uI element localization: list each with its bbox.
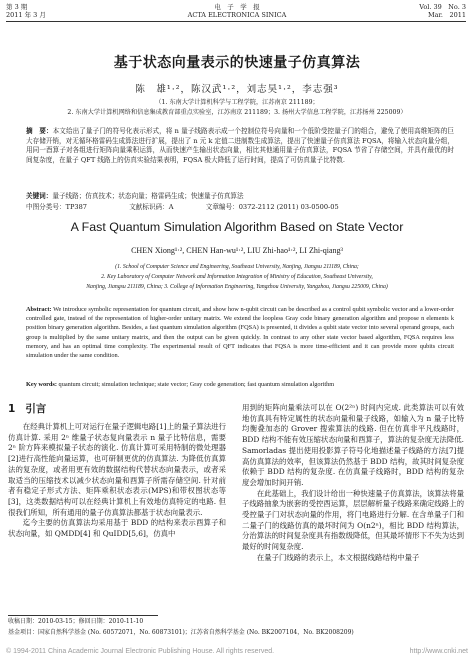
abstract-cn xyxy=(26,127,454,165)
keywords-cn-text: 量子线路；仿真技术；状态向量；格雷码生成；快速量子仿真算法 xyxy=(52,192,244,200)
affiliation-cn-1: （1. 东南大学计算机科学与工程学院，江苏南京 211189； xyxy=(155,99,319,106)
section-number: 1 xyxy=(8,403,16,415)
copyright-text: © 1994-2011 China Academic Journal Electronic Publishing House. All rights reserved. xyxy=(6,648,275,655)
abstract-en xyxy=(26,305,454,360)
footnote-received: 收稿日期：2010-03-15；修回日期：2010-11-10 xyxy=(8,618,144,625)
footnote-rule xyxy=(8,615,158,616)
cnki-link[interactable]: http://www.cnki.net xyxy=(409,648,468,655)
abstract-en-label: Abstract: xyxy=(26,306,52,313)
right-paragraph-1: 用到的矩阵向量乘法可以在 O(2²ⁿ) 时间内完成. 此类算法可以有效地仿真具有特定属性的状态向量和量子线路，如输入为 n 量子比特均衡叠加态的 Grover 搜索算法的线路. 但在仿真非平凡线路时，BDD 结构不能有效压缩状态向量和酉算子，算法的复杂度无法降低. Samorladas 提出使用投影算子符号化地描述量子线路的方法[7]提高仿真算法的效率，但该算法仍然基于 BDD 结构，故其时间复杂度依赖于 BDD 结构的复杂度. 在仿真量子线路时，BDD 结构的复杂度会增加时间开销. xyxy=(242,403,464,487)
header-volume-text: Vol. 39 No. 3 xyxy=(419,3,466,11)
clc-label: 中图分类号： xyxy=(26,203,66,211)
section-title: 引言 xyxy=(25,403,47,415)
keywords-cn xyxy=(26,192,454,201)
left-column xyxy=(8,422,226,540)
article-no-label: 文章编号： xyxy=(205,203,239,211)
abstract-cn-text: 本文给出了量子门的符号化表示形式，将 n 量子线路表示成一个控制位符号向量和一个低阶受控量子门的组合，避免了使用高维矩阵的巨大存储开销，对无循环格雷码生成算法进行扩展，提出了 n 元 k 定值二进制数生成算法，提出了快速量子仿真算法 FQSA，将输入状态向量分组，用同一酉算子对各组进行矩阵向量乘积运算，从而快速产生输出状态向量，相比其他通用量子仿真算法，FQSA 节省了存储空间，并具有最优的时间复杂度，在量子 QFT 线路上的仿真实验结果表明，FQSA 极大降低了运行时间，提高了可仿真量子比特数. xyxy=(26,127,455,164)
keywords-en xyxy=(26,380,454,389)
header-date-en: Mar. 2011 xyxy=(427,11,466,19)
header-journal-cn: 电 子 学 报 xyxy=(214,3,260,11)
affiliation-cn-2: 2. 东南大学计算机网络和信息集成教育部重点实验室，江苏南京 211189；3. 扬州大学信息工程学院，江苏扬州 225009） xyxy=(67,109,407,116)
header-journal xyxy=(0,3,474,19)
affiliation-en-1: (1. School of Computer Science and Engineering, Southeast University, Nanjing, Jiangsu 211189, China; xyxy=(115,264,359,270)
title-en: A Fast Quantum Simulation Algorithm Based on State Vector xyxy=(70,220,404,234)
doc-code-label: 文献标识码： xyxy=(129,203,169,211)
section-heading xyxy=(8,401,46,416)
header-date-cn: 2011 年 3 月 xyxy=(6,11,46,19)
copyright-watermark xyxy=(6,648,468,655)
doc-code-value: A xyxy=(168,203,174,211)
header-rule xyxy=(6,21,466,22)
header-volume xyxy=(419,3,466,19)
affiliation-en-2: 2. Key Laboratory of Computer Network and Information Integration of Ministry of Education, Southeast University, xyxy=(101,274,373,280)
affiliation-en-3: Nanjing, Jiangsu 211189, China; 3. College of Information Engineering, Yangzhou University, Yangzhou, Jiangsu 225009, China) xyxy=(86,284,388,290)
keywords-cn-label: 关键词： xyxy=(26,192,53,200)
right-column xyxy=(242,403,464,564)
keywords-en-text: quantum circuit; simulation technique; state vector; Gray code generation; fast quantum simulation algorithm xyxy=(58,381,335,388)
abstract-en-text: We introduce symbolic representation for quantum circuit, and show how n-qubit circuit can be described as a control qubit symbolic vector and a lower-order controlled gate, instead of the representation of higher-order unitary matrix. We extend the loopless Gray code binary generation algorithm and propose n elements k position binary generation algorithm. Besides, a fast quantum simulation algorithm (FQSA) is presented, it divides a qubit state vector into several operand groups, each group is multiplied by the same unitary matrix, and then the output can be given quickly. In contrast to any other state vector based algorithm, FQSA requires less memory, and has an optimal time complexity. The experimental result of QFT indicates that FQSA is more time-efficient and it can provide more qubits circuit simulation under the same condition. xyxy=(26,306,454,360)
left-paragraph-2: 迄今主要的仿真算法均采用基于 BDD 的结构来表示酉算子和状态向量，如 QMDD[4] 和 QuIDD[5,6]，仿真中 xyxy=(8,518,226,539)
right-paragraph-2: 在此基础上，我们设计给出一种快速量子仿真算法，该算法将量子线路抽象为嵌套的受控酉运算，层层解析量子线路来确定线路上的受控量子门对状态向量的作用，将门电路进行分解. 在含单量子门和二量子门的线路仿真的最坏时间为 O(n2ⁿ)，相比 BDD 结构算法，分治算法的时间复杂度具有指数级降低，但其最坏情形下不失为达到最好的时间复杂度. xyxy=(242,488,464,552)
keywords-en-label: Key words: xyxy=(26,381,57,388)
authors-cn: 陈 雄¹·²，陈汉武¹·²，刘志昊¹·²，李志强³ xyxy=(135,84,339,95)
classification-cn xyxy=(26,203,454,212)
article-no-value: 0372-2112 (2011) 03-0500-05 xyxy=(238,203,339,211)
left-paragraph-1: 在经典计算机上可对运行在量子逻辑电路[1]上的量子算法进行仿真计算. 采用 2ⁿ 维量子状态复向量表示 n 量子比特信息，需要 2ⁿ 阶方阵来模拟量子状态的演化. 仿真计算可采用特制的微处理器[2]进行高性能向量运算，也可研制更优的仿真算法. 为降低仿真算法的复杂度，或者用更有效的数据结构代替状态向量表示，或者采取适当的压缩技术以减少状态向量和酉算子所需存储空间. 针对前者有稳定子形式方法、矩阵乘积状态表示(MPS)和带权图状态等[3]，这类数据结构可以在经典计算机上有效地仿真特定的电路. 但很我们所知，所有通用的量子仿真算法都基于状态向量表示. xyxy=(8,422,226,517)
abstract-cn-label: 摘 要： xyxy=(26,127,53,135)
authors-en: CHEN Xiong¹·², CHEN Han-wu¹·², LIU Zhi-hao¹·², LI Zhi-qiang³ xyxy=(131,246,343,255)
header-journal-en: ACTA ELECTRONICA SINICA xyxy=(187,11,287,19)
clc-value: TP387 xyxy=(65,203,87,211)
title-cn: 基于状态向量表示的快速量子仿真算法 xyxy=(113,55,361,71)
header-issue-cn: 第 3 期 xyxy=(6,3,28,11)
right-paragraph-3: 在量子门线路的表示上，本文根据线路结构中量子 xyxy=(256,552,420,562)
footnote-fund: 基金项目：国家自然科学基金 (No. 60572071，No. 60873101)；江苏省自然科学基金 (No. BK2007104，No. BK2008209) xyxy=(8,629,354,636)
